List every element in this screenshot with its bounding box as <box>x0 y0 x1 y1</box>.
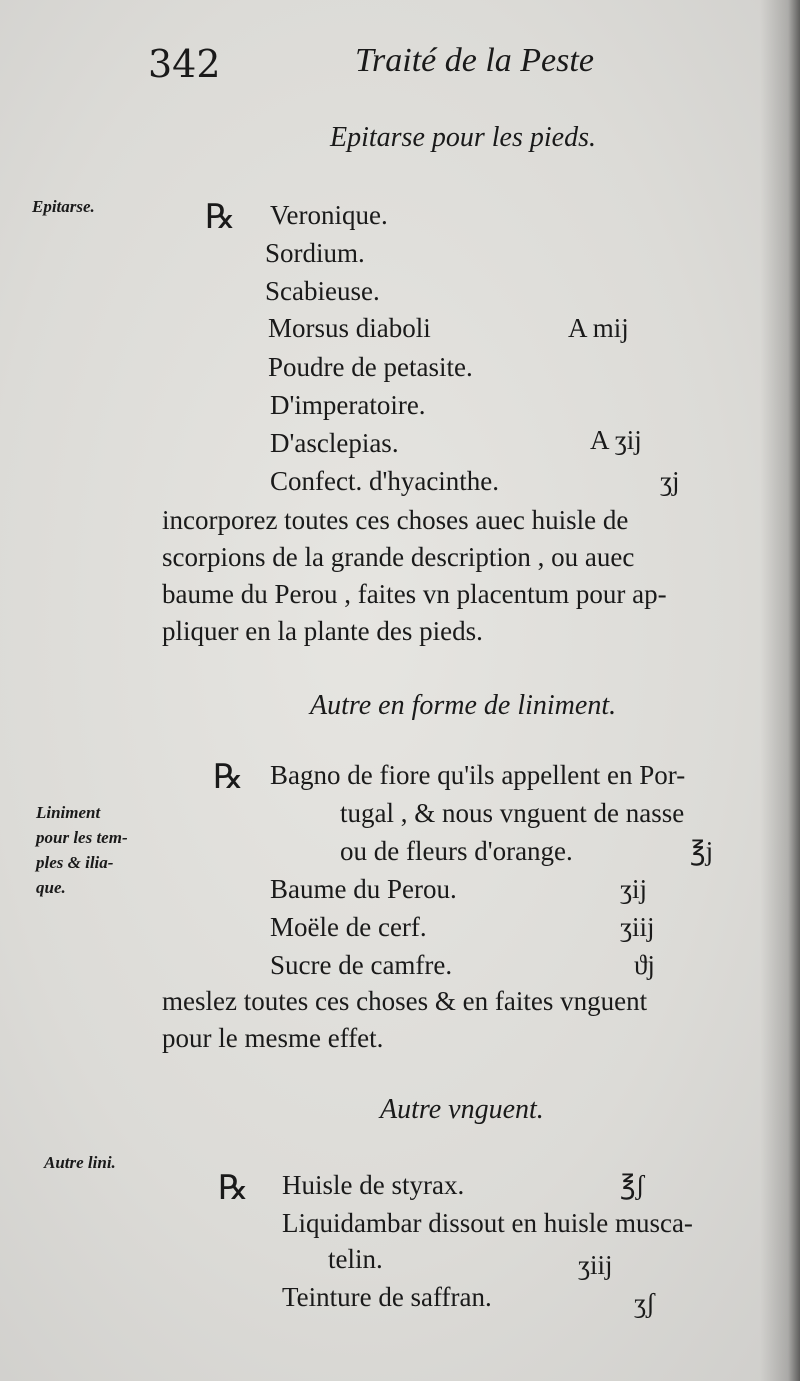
quantity: ℥j <box>690 836 714 866</box>
quantity: ℥ʃ <box>620 1170 645 1200</box>
page-number: 342 <box>148 42 221 86</box>
section-heading-vnguent: Autre vnguent. <box>380 1094 544 1125</box>
paragraph-line: scorpions de la grande description , ou auec <box>162 542 635 572</box>
paragraph-line: pour le mesme effet. <box>162 1023 384 1053</box>
quantity: A ʒij <box>590 425 642 455</box>
recipe-symbol: ℞ <box>205 197 236 237</box>
ingredient: Scabieuse. <box>265 276 380 306</box>
page-gutter-shadow <box>760 0 800 1381</box>
section-heading-liniment: Autre en forme de liniment. <box>310 690 617 721</box>
marginal-note-epitarse: Epitarse. <box>32 197 95 216</box>
marginal-line: que. <box>36 878 66 897</box>
section-heading-epitarse: Epitarse pour les pieds. <box>330 122 596 153</box>
paragraph-line: incorporez toutes ces choses auec huisle de <box>162 505 629 535</box>
quantity: ʒij <box>620 874 647 904</box>
marginal-note-autre: Autre lini. <box>44 1153 116 1172</box>
quantity: ʒiij <box>578 1250 613 1280</box>
ingredient: Veronique. <box>270 200 388 230</box>
paragraph-line: baume du Perou , faites vn placentum pour ap- <box>162 579 667 609</box>
ingredient: ou de fleurs d'orange. <box>340 836 573 866</box>
ingredient: telin. <box>328 1244 383 1274</box>
recipe-symbol: ℞ <box>218 1168 249 1208</box>
paragraph-line: meslez toutes ces choses & en faites vnguent <box>162 986 648 1016</box>
ingredient: Bagno de fiore qu'ils appellent en Por- <box>270 760 686 790</box>
ingredient: tugal , & nous vnguent de nasse <box>340 798 685 828</box>
ingredient: D'asclepias. <box>270 428 399 458</box>
ingredient: Moële de cerf. <box>270 912 427 942</box>
ingredient: Morsus diaboli <box>268 313 431 343</box>
ingredient: Poudre de petasite. <box>268 352 473 382</box>
ingredient: D'imperatoire. <box>270 390 426 420</box>
ingredient: Huisle de styrax. <box>282 1170 465 1200</box>
quantity: ϑj <box>634 950 655 980</box>
marginal-note-liniment <box>36 800 128 900</box>
ingredient: Teinture de saffran. <box>282 1282 492 1312</box>
ingredient: Liquidambar dissout en huisle musca- <box>282 1208 693 1238</box>
ingredient: Confect. d'hyacinthe. <box>270 466 500 496</box>
running-title: Traité de la Peste <box>355 42 594 79</box>
quantity: ʒiij <box>620 912 655 942</box>
recipe-symbol: ℞ <box>213 757 244 797</box>
quantity: ʒʃ <box>634 1288 655 1318</box>
ingredient: Sucre de camfre. <box>270 950 453 980</box>
ingredient: Baume du Perou. <box>270 874 457 904</box>
paragraph-line: pliquer en la plante des pieds. <box>162 616 483 646</box>
marginal-line: Liniment <box>36 803 101 822</box>
quantity: ʒj <box>660 466 680 496</box>
quantity: A mij <box>568 313 629 343</box>
marginal-line: pour les tem- <box>36 828 128 847</box>
ingredient: Sordium. <box>265 238 365 268</box>
marginal-line: ples & ilia- <box>36 853 114 872</box>
